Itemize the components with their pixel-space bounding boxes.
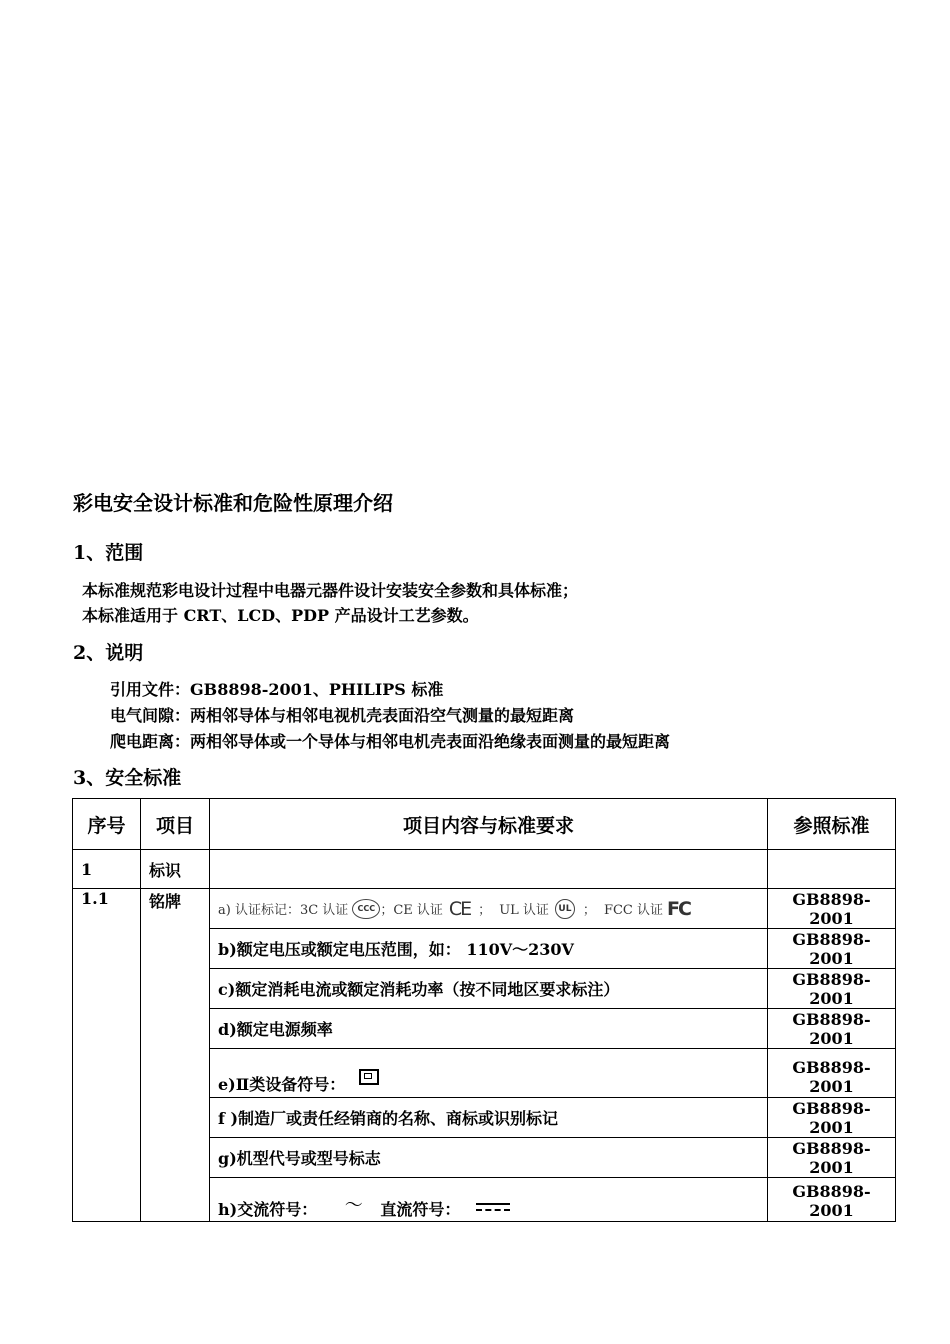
section-1-heading: 1、范围: [73, 542, 144, 564]
group-item: 标识: [141, 850, 210, 889]
fcc-mark-icon: FC: [666, 897, 690, 920]
cert-marks-line: [218, 898, 759, 920]
ac-label: h)交流符号：: [218, 1200, 318, 1219]
row-standard: GB8898-2001: [768, 1098, 896, 1138]
group-no: 1: [73, 850, 141, 889]
row-standard: GB8898-2001: [768, 969, 896, 1009]
cert-content: [210, 889, 768, 929]
class2-content: [210, 1049, 768, 1098]
header-content: 项目内容与标准要求: [210, 799, 768, 850]
cert-standard: GB8898-2001: [768, 889, 896, 929]
header-standard: 参照标准: [768, 799, 896, 850]
cert-fcc-label: FCC 认证: [603, 903, 663, 918]
section-3-heading: 3、安全标准: [73, 767, 182, 789]
row-content: b)额定电压或额定电压范围，如： 110V～230V: [210, 929, 768, 969]
section-2-heading: 2、说明: [73, 642, 144, 664]
row-content: c)额定消耗电流或额定消耗功率（按不同地区要求标注）: [210, 969, 768, 1009]
sub-item: 铭牌: [141, 889, 210, 1222]
row-standard: GB8898-2001: [768, 1049, 896, 1098]
row-standard: GB8898-2001: [768, 929, 896, 969]
row-standard: GB8898-2001: [768, 1178, 896, 1222]
reference-docs-line: 引用文件：GB8898-2001、PHILIPS 标准: [110, 680, 444, 699]
cert-ul-label: UL 认证: [499, 903, 549, 918]
row-standard: GB8898-2001: [768, 1009, 896, 1049]
ac-dc-content: [210, 1178, 768, 1222]
sub-no: 1.1: [73, 889, 141, 1222]
row-content: g)机型代号或型号标志: [210, 1138, 768, 1178]
row-content: f )制造厂或责任经销商的名称、商标或识别标记: [210, 1098, 768, 1138]
scope-line-2: 本标准适用于 CRT、LCD、PDP 产品设计工艺参数。: [82, 606, 479, 625]
cert-ce-label: ；CE 认证: [380, 903, 443, 918]
row-content: d)额定电源频率: [210, 1009, 768, 1049]
dc-symbol-icon: [476, 1203, 510, 1211]
header-item: 项目: [141, 799, 210, 850]
class2-label: e)Ⅱ类设备符号：: [218, 1075, 346, 1094]
row-standard: GB8898-2001: [768, 1138, 896, 1178]
dc-label: 直流符号：: [380, 1200, 461, 1219]
document-title: 彩电安全设计标准和危险性原理介绍: [73, 491, 393, 515]
class2-equipment-icon: [359, 1069, 379, 1085]
safety-standards-table: [72, 798, 896, 1222]
header-no: 序号: [73, 799, 141, 850]
scope-line-1: 本标准规范彩电设计过程中电器元器件设计安装安全参数和具体标准；: [82, 581, 579, 600]
ul-mark-icon: UL: [555, 899, 575, 919]
clearance-definition-line: 电气间隙：两相邻导体与相邻电视机壳表面沿空气测量的最短距离: [110, 706, 575, 725]
ce-mark-icon: CE: [448, 897, 471, 920]
creepage-definition-line: 爬电距离：两相邻导体或一个导体与相邻电机壳表面沿绝缘表面测量的最短距离: [110, 732, 671, 751]
cert-3c-label: a) 认证标记：3C 认证: [218, 903, 349, 918]
cert-separator: ；: [478, 903, 492, 918]
table-row-group: [73, 850, 896, 889]
cert-separator: ；: [582, 903, 596, 918]
table-header-row: [73, 799, 896, 850]
ccc-mark-icon: CCC: [352, 899, 380, 919]
table-row-cert: [73, 889, 896, 929]
ac-symbol-icon: 〜: [344, 1195, 363, 1216]
